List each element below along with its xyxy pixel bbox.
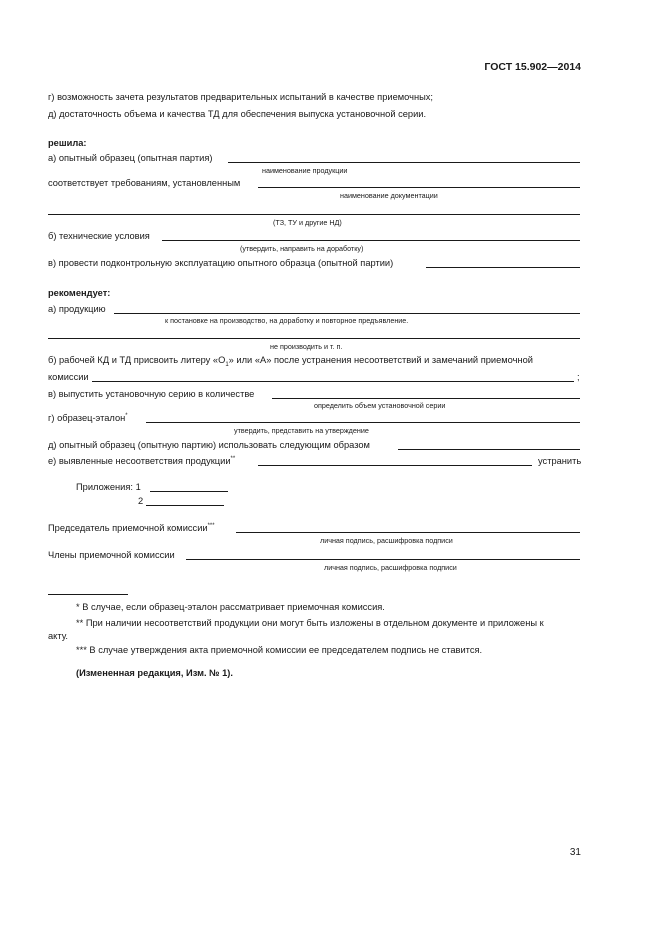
recommends-e-label: е) выявленные несоответствия продукции** — [48, 455, 236, 466]
commission-remarks-line[interactable] — [92, 381, 574, 382]
reference-sample-hint: утвердить, представить на утверждение — [234, 426, 369, 435]
edition-note: (Измененная редакция, Изм. № 1). — [76, 668, 233, 678]
recommends-d-label: д) опытный образец (опытную партию) использовать следующим образом — [48, 440, 370, 450]
reference-sample-line[interactable] — [146, 422, 580, 423]
nonconformities-line[interactable] — [258, 465, 532, 466]
section-heading-recommends: рекомендует: — [48, 288, 111, 298]
production-decision-line[interactable] — [114, 313, 580, 314]
chair-signature-hint: личная подпись, расшифровка подписи — [320, 536, 453, 545]
production-decision-hint-2: не производить и т. п. — [270, 342, 343, 351]
decided-b-label: б) технические условия — [48, 231, 150, 241]
series-quantity-line[interactable] — [272, 398, 580, 399]
decided-v-label: в) провести подконтрольную эксплуатацию опытного образца (опытной партии) — [48, 258, 394, 268]
documentation-name-line[interactable] — [258, 187, 580, 188]
tech-conditions-hint: (утвердить, направить на доработку) — [240, 244, 364, 253]
members-signature-line[interactable] — [186, 559, 580, 560]
footnote-2: ** При наличии несоответствий продукции они могут быть изложены в отдельном документе и приложены к — [76, 618, 544, 628]
product-name-line[interactable] — [228, 162, 580, 163]
chair-signature-line[interactable] — [236, 532, 580, 533]
recommends-v-label: в) выпустить установочную серию в количестве — [48, 389, 255, 399]
intro-item-d: д) достаточность объема и качества ТД для обеспечения выпуска установочной серии. — [48, 109, 427, 119]
document-code: ГОСТ 15.902—2014 — [484, 61, 581, 73]
tech-conditions-line[interactable] — [162, 240, 580, 241]
recommends-a-label: а) продукцию — [48, 304, 106, 314]
documentation-name-hint: наименование документации — [340, 191, 438, 200]
controlled-operation-line[interactable] — [426, 267, 580, 268]
members-label: Члены приемочной комиссии — [48, 550, 175, 560]
section-heading-decided: решила: — [48, 138, 87, 148]
footnote-separator — [48, 594, 128, 595]
documentation-types-hint: (ТЗ, ТУ и другие НД) — [273, 218, 342, 227]
recommends-g-label: г) образец-эталон* — [48, 412, 128, 423]
chair-label: Председатель приемочной комиссии*** — [48, 522, 215, 533]
attachment-1-line[interactable] — [150, 491, 228, 492]
footnote-3: *** В случае утверждения акта приемочной комиссии ее председателем подпись не ставится. — [76, 645, 483, 655]
attachments-label: Приложения: 1 — [76, 482, 141, 492]
recommends-b-continuation: комиссии — [48, 372, 89, 382]
members-signature-hint: личная подпись, расшифровка подписи — [324, 563, 457, 572]
production-decision-hint: к постановке на производство, на доработку и повторное предъявление. — [165, 316, 409, 325]
conforms-label: соответствует требованиям, установленным — [48, 178, 241, 188]
series-quantity-hint: определить объем установочной серии — [314, 401, 446, 410]
attachment-2-number: 2 — [138, 496, 144, 506]
decided-a-label: а) опытный образец (опытная партия) — [48, 153, 213, 163]
intro-item-g: г) возможность зачета результатов предварительных испытаний в качестве приемочных; — [48, 92, 434, 102]
recommends-b-end: ; — [577, 372, 580, 382]
footnote-1: * В случае, если образец-эталон рассматривает приемочная комиссия. — [76, 602, 385, 612]
sample-usage-line[interactable] — [398, 449, 580, 450]
recommends-b-text: б) рабочей КД и ТД присвоить литеру «$О_1$» или «А» после устранения несоответствий и замечаний приемочной — [48, 355, 533, 368]
production-decision-line-2[interactable] — [48, 338, 580, 339]
recommends-e-end: устранить — [538, 456, 582, 466]
attachment-2-line[interactable] — [146, 505, 224, 506]
footnote-2-continuation: акту. — [48, 631, 69, 641]
documentation-line-2[interactable] — [48, 214, 580, 215]
page-number: 31 — [569, 847, 581, 858]
product-name-hint: наименование продукции — [262, 166, 348, 175]
